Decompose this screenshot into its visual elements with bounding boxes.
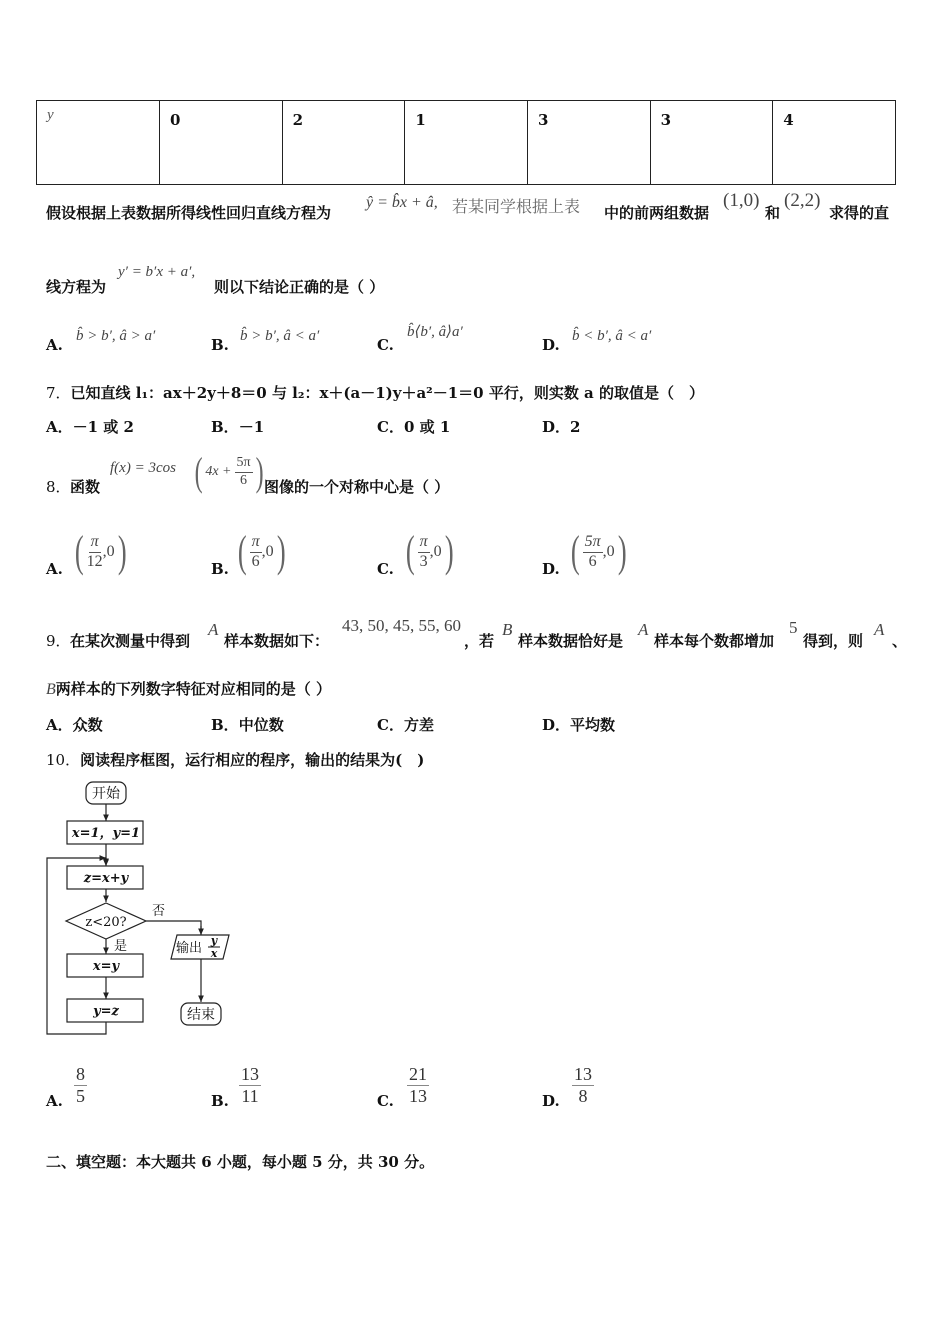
q9-sample-b: B bbox=[502, 620, 513, 639]
option-label: B. bbox=[211, 560, 229, 578]
option-label: A. bbox=[46, 336, 63, 354]
q9-sample-a-3: A bbox=[874, 620, 885, 639]
q9-text-8: 两样本的下列数字特征对应相同的是（ ） bbox=[55, 680, 332, 698]
option-text: 2 bbox=[570, 418, 581, 436]
option-expr: b̂ > b′, â > a′ bbox=[76, 328, 156, 344]
option-label: A. bbox=[46, 560, 63, 578]
flow-start-label: 开始 bbox=[92, 786, 120, 802]
option-num: π bbox=[250, 533, 262, 552]
option-tail: ,0 bbox=[102, 543, 115, 560]
option-label: D． bbox=[542, 418, 571, 436]
table-cell: 3 bbox=[650, 101, 773, 185]
table-row bbox=[37, 101, 896, 185]
option-label: B． bbox=[211, 418, 239, 436]
option-tail: ,0 bbox=[429, 543, 442, 560]
q7-option-b[interactable] bbox=[211, 416, 264, 437]
option-label: B. bbox=[211, 336, 229, 354]
flow-output-num: y bbox=[210, 934, 218, 947]
flow-assign1-label: x=y bbox=[92, 959, 120, 974]
table-cell: 4 bbox=[773, 101, 896, 185]
option-label: C． bbox=[377, 418, 404, 436]
table-cell: 2 bbox=[282, 101, 405, 185]
q7-option-d[interactable] bbox=[542, 416, 580, 437]
q7-option-c[interactable] bbox=[377, 416, 450, 437]
option-label: C． bbox=[377, 716, 404, 734]
option-num: π bbox=[89, 533, 101, 552]
q8-stem bbox=[46, 450, 906, 500]
q9-text-6: 得到，则 bbox=[803, 632, 864, 650]
q6-text-6: 则以下结论正确的是（ ） bbox=[214, 278, 385, 296]
option-den: 3 bbox=[419, 552, 428, 570]
q6-text-3: 中的前两组数据 bbox=[604, 204, 710, 222]
option-num: 13 bbox=[574, 1064, 592, 1084]
option-num: 13 bbox=[241, 1064, 259, 1084]
table-row-label: y bbox=[37, 101, 160, 185]
option-text: －1 bbox=[238, 418, 265, 436]
option-den: 6 bbox=[251, 552, 260, 570]
option-label: C. bbox=[377, 560, 394, 578]
q9-option-d[interactable] bbox=[542, 714, 615, 735]
flow-no-label: 否 bbox=[152, 904, 166, 919]
q9-option-b[interactable] bbox=[211, 714, 284, 735]
q10-options bbox=[46, 1064, 906, 1114]
option-label: B. bbox=[211, 1092, 229, 1110]
option-num: 5π bbox=[583, 533, 603, 552]
q6-text-5: 线方程为 bbox=[46, 278, 107, 296]
q7-text: 已知直线 l₁：ax＋2y＋8＝0 与 l₂：x＋(a－1)y＋a²－1＝0 平行，则实数 a 的取值是（ ） bbox=[70, 384, 704, 402]
q9-sample-b-2: B bbox=[46, 681, 56, 698]
q8-arg-fraction bbox=[235, 455, 253, 488]
option-label: D． bbox=[542, 716, 571, 734]
q9-sample-a-2: A bbox=[638, 620, 649, 639]
option-label: D. bbox=[542, 336, 560, 354]
option-label: A． bbox=[46, 716, 73, 734]
flow-step-label: z=x+y bbox=[83, 871, 129, 886]
q6-second-eq: y′ = b′x + a′, bbox=[118, 264, 196, 280]
q8-number: 8． bbox=[46, 478, 71, 496]
q9-line1 bbox=[46, 616, 926, 650]
q6-text-1: 假设根据上表数据所得线性回归直线方程为 bbox=[46, 204, 332, 222]
option-label: D. bbox=[542, 560, 560, 578]
option-label: C. bbox=[377, 1092, 394, 1110]
option-den: 12 bbox=[86, 552, 103, 570]
q6-and: 和 bbox=[765, 204, 781, 222]
option-den: 13 bbox=[409, 1085, 427, 1106]
option-num: π bbox=[418, 533, 430, 552]
flow-condition-label: z<20? bbox=[85, 915, 127, 930]
q8-options: A. ( $\frac{\pi}{12}$ ,0 ) B. ( $\frac{\pi}{6}$ ,0 ) C. ( $\frac{\pi}{3}$ ,0 ) D. ( $\frac{5\pi}{6}$ ,0 ) bbox=[46, 527, 627, 578]
option-den: 5 bbox=[76, 1085, 85, 1106]
q8-argument: ( 4x + $\frac{5\pi}{6}$ ) bbox=[194, 449, 264, 494]
option-den: 6 bbox=[588, 552, 597, 570]
q9-option-a[interactable] bbox=[46, 714, 103, 735]
data-table bbox=[36, 100, 896, 185]
option-tail: ,0 bbox=[602, 543, 615, 560]
q7-option-a[interactable] bbox=[46, 416, 134, 437]
q8-pre: 函数 bbox=[70, 478, 101, 496]
q9-text-5: 样本每个数都增加 bbox=[654, 632, 775, 650]
option-expr: b̂ > b′, â < a′ bbox=[240, 328, 320, 344]
q8-post: 图像的一个对称中心是（ ） bbox=[264, 478, 450, 496]
flow-init-label: x=1，y=1 bbox=[71, 826, 141, 841]
q9-option-c[interactable] bbox=[377, 714, 434, 735]
option-text: 0 或 1 bbox=[403, 418, 451, 436]
option-text: 众数 bbox=[72, 716, 103, 734]
flow-yes-label: 是 bbox=[114, 939, 128, 954]
q7-stem bbox=[46, 382, 704, 403]
q10-text: 阅读程序框图，运行相应的程序，输出的结果为( ) bbox=[80, 751, 425, 769]
option-num: 8 bbox=[76, 1064, 85, 1084]
option-label: C. bbox=[377, 336, 394, 354]
option-text: 方差 bbox=[403, 716, 434, 734]
option-expr: b̂ < b′, â < a′ bbox=[572, 328, 652, 344]
table-cell: 0 bbox=[160, 101, 283, 185]
q9-text-2: 样本数据如下： bbox=[224, 632, 330, 650]
option-den: 11 bbox=[241, 1085, 259, 1106]
option-label: B． bbox=[211, 716, 239, 734]
option-text: 平均数 bbox=[570, 716, 616, 734]
section-title: 二、填空题：本大题共 6 小题，每小题 5 分，共 30 分。 bbox=[46, 1153, 435, 1171]
q9-text-4: 样本数据恰好是 bbox=[518, 632, 624, 650]
q9-data: 43, 50, 45, 55, 60 bbox=[342, 616, 461, 635]
option-den: 8 bbox=[578, 1085, 588, 1106]
q9-line2 bbox=[46, 678, 331, 699]
q6-options bbox=[46, 326, 906, 356]
option-tail: ,0 bbox=[261, 543, 274, 560]
q6-regression-eq: ŷ = b̂x + â, bbox=[366, 194, 438, 211]
option-label: D. bbox=[542, 1092, 560, 1110]
q6-point-2: (2,2) bbox=[784, 190, 821, 211]
q8-arg-a: 4x + bbox=[205, 464, 232, 479]
q6-point-1: (1,0) bbox=[723, 190, 760, 211]
q10-number: 10． bbox=[46, 751, 81, 769]
option-num: 21 bbox=[409, 1064, 427, 1084]
q10-stem bbox=[46, 749, 424, 770]
option-text: －1 或 2 bbox=[72, 418, 134, 436]
flow-end-label: 结束 bbox=[187, 1007, 215, 1023]
q9-sample-a: A bbox=[208, 620, 219, 639]
table-cell: 1 bbox=[405, 101, 528, 185]
option-label: A． bbox=[46, 418, 73, 436]
q8-arg-num: 5π bbox=[235, 455, 253, 472]
q9-five: 5 bbox=[789, 618, 798, 637]
flow-assign2-label: y=z bbox=[93, 1004, 119, 1019]
flow-output-den: x bbox=[210, 947, 218, 960]
q8-function: f(x) = 3cos bbox=[110, 460, 176, 476]
q6-text-4: 求得的直 bbox=[829, 204, 890, 222]
q7-number: 7． bbox=[46, 384, 71, 402]
option-text: 中位数 bbox=[238, 716, 284, 734]
q9-text-1: 在某次测量中得到 bbox=[70, 632, 191, 650]
q9-options bbox=[46, 714, 906, 734]
q8-arg-den: 6 bbox=[240, 472, 248, 488]
flow-output-label: 输出 bbox=[176, 941, 203, 956]
q9-text-3: ，若 bbox=[464, 632, 495, 650]
q9-number: 9． bbox=[46, 632, 71, 650]
q9-text-7: 、 bbox=[892, 632, 908, 650]
flowchart bbox=[40, 776, 240, 1041]
q7-options bbox=[46, 416, 906, 436]
option-label: A. bbox=[46, 1092, 63, 1110]
table-cell: 3 bbox=[527, 101, 650, 185]
option-expr: b̂⟨b′, â⟩a′ bbox=[407, 324, 463, 340]
q6-text-2: 若某同学根据上表 bbox=[452, 199, 581, 216]
